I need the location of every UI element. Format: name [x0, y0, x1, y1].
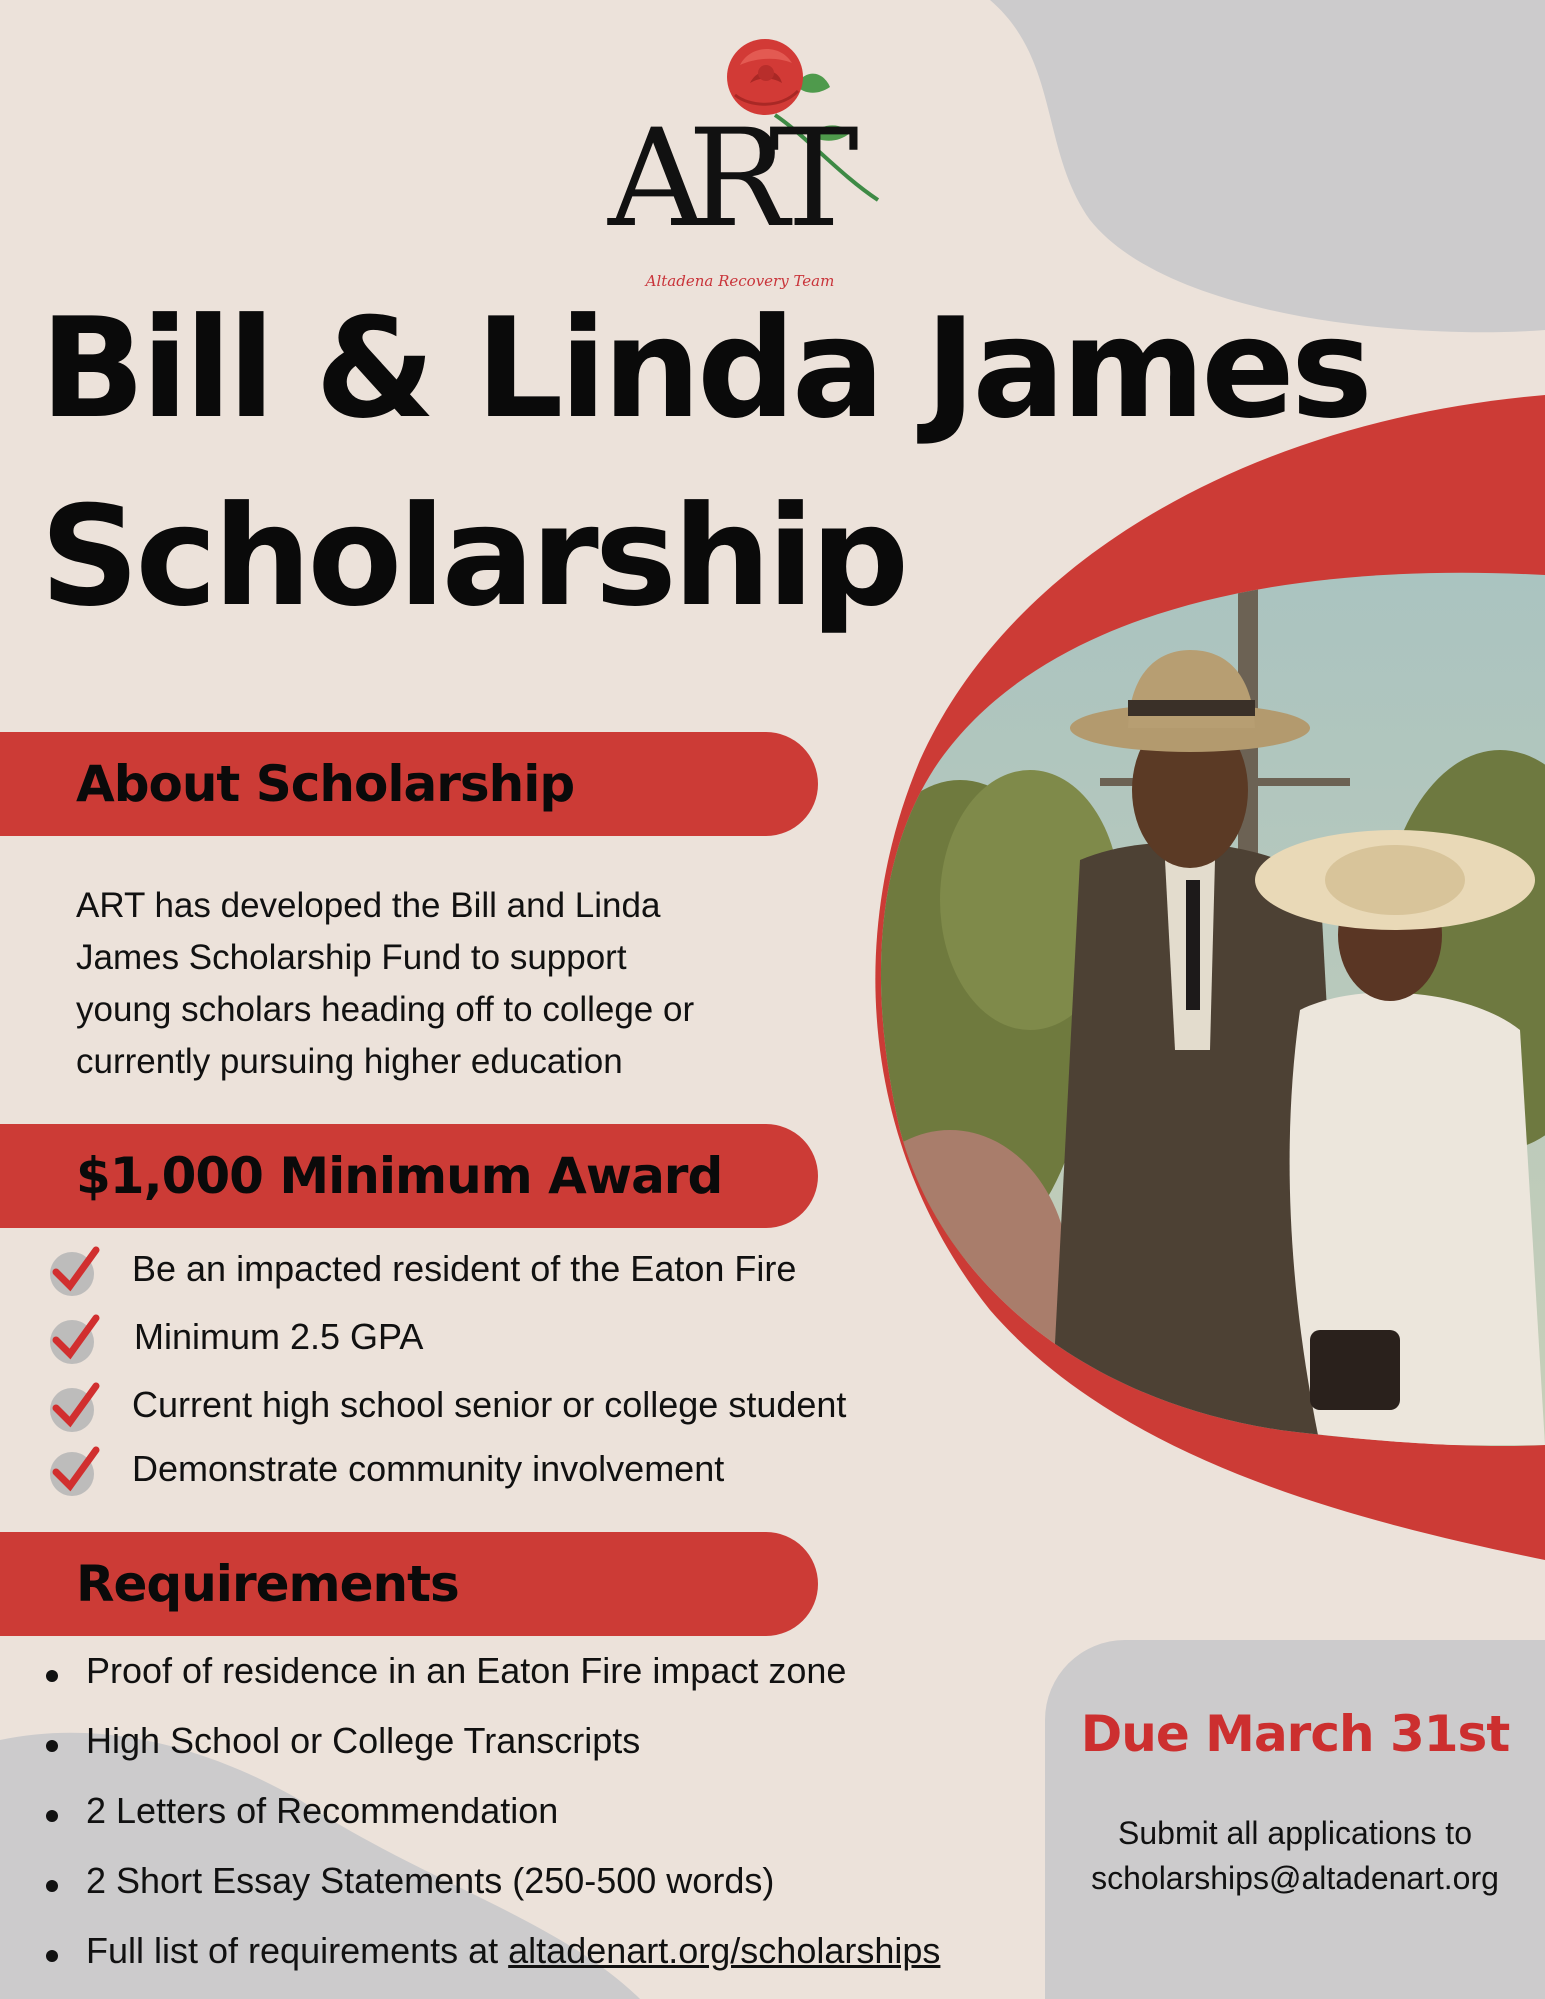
requirement-text: Proof of residence in an Eaton Fire impact zone — [86, 1650, 847, 1691]
checkmark-icon — [46, 1380, 102, 1436]
criteria-item — [46, 1240, 946, 1296]
requirement-text: 2 Short Essay Statements (250-500 words) — [86, 1860, 775, 1901]
criteria-text: Current high school senior or college student — [132, 1384, 847, 1425]
bullet-icon — [46, 1880, 58, 1892]
award-heading: $1,000 Minimum Award — [76, 1147, 723, 1205]
about-heading: About Scholarship — [76, 755, 575, 813]
due-title: Due March 31st — [1080, 1705, 1510, 1763]
about-line: currently pursuing higher education — [76, 1042, 623, 1081]
requirement-text: High School or College Transcripts — [86, 1720, 641, 1761]
checkmark-icon — [46, 1244, 102, 1300]
requirement-item — [46, 1720, 1046, 1770]
criteria-item — [46, 1376, 946, 1432]
scholarships-link[interactable]: altadenart.org/scholarships — [508, 1930, 941, 1971]
submit-instruction: Submit all applications to — [1118, 1815, 1472, 1851]
requirements-banner — [0, 1532, 818, 1636]
bullet-icon — [46, 1670, 58, 1682]
criteria-text: Demonstrate community involvement — [132, 1448, 725, 1489]
requirement-item — [46, 1860, 1046, 1910]
requirement-text — [86, 1930, 940, 1972]
about-line: young scholars heading off to college or — [76, 990, 695, 1029]
submit-email[interactable]: scholarships@altadenart.org — [1091, 1860, 1499, 1896]
criteria-text: Be an impacted resident of the Eaton Fire — [132, 1248, 797, 1289]
award-banner — [0, 1124, 818, 1228]
art-logo — [600, 25, 930, 305]
criteria-item — [46, 1308, 946, 1364]
page-title-line-2: Scholarship — [40, 476, 906, 637]
checkmark-icon — [46, 1312, 102, 1368]
logo-letters: ART — [608, 100, 841, 257]
criteria-item — [46, 1440, 946, 1496]
about-line: ART has developed the Bill and Linda — [76, 886, 661, 925]
requirement-text: 2 Letters of Recommendation — [86, 1790, 559, 1831]
criteria-text: Minimum 2.5 GPA — [134, 1316, 424, 1357]
full-list-prefix: Full list of requirements at — [86, 1930, 509, 1971]
requirement-item — [46, 1790, 1046, 1840]
bullet-icon — [46, 1810, 58, 1822]
requirements-heading: Requirements — [76, 1555, 459, 1613]
checkmark-icon — [46, 1444, 102, 1500]
about-banner — [0, 732, 818, 836]
logo-tagline: Altadena Recovery Team — [645, 272, 835, 290]
requirement-item — [46, 1930, 1046, 1980]
page-title-line-1: Bill & Linda James — [40, 288, 1369, 449]
about-line: James Scholarship Fund to support — [76, 938, 627, 977]
bullet-icon — [46, 1950, 58, 1962]
bullet-icon — [46, 1740, 58, 1752]
requirement-item — [46, 1650, 1046, 1700]
